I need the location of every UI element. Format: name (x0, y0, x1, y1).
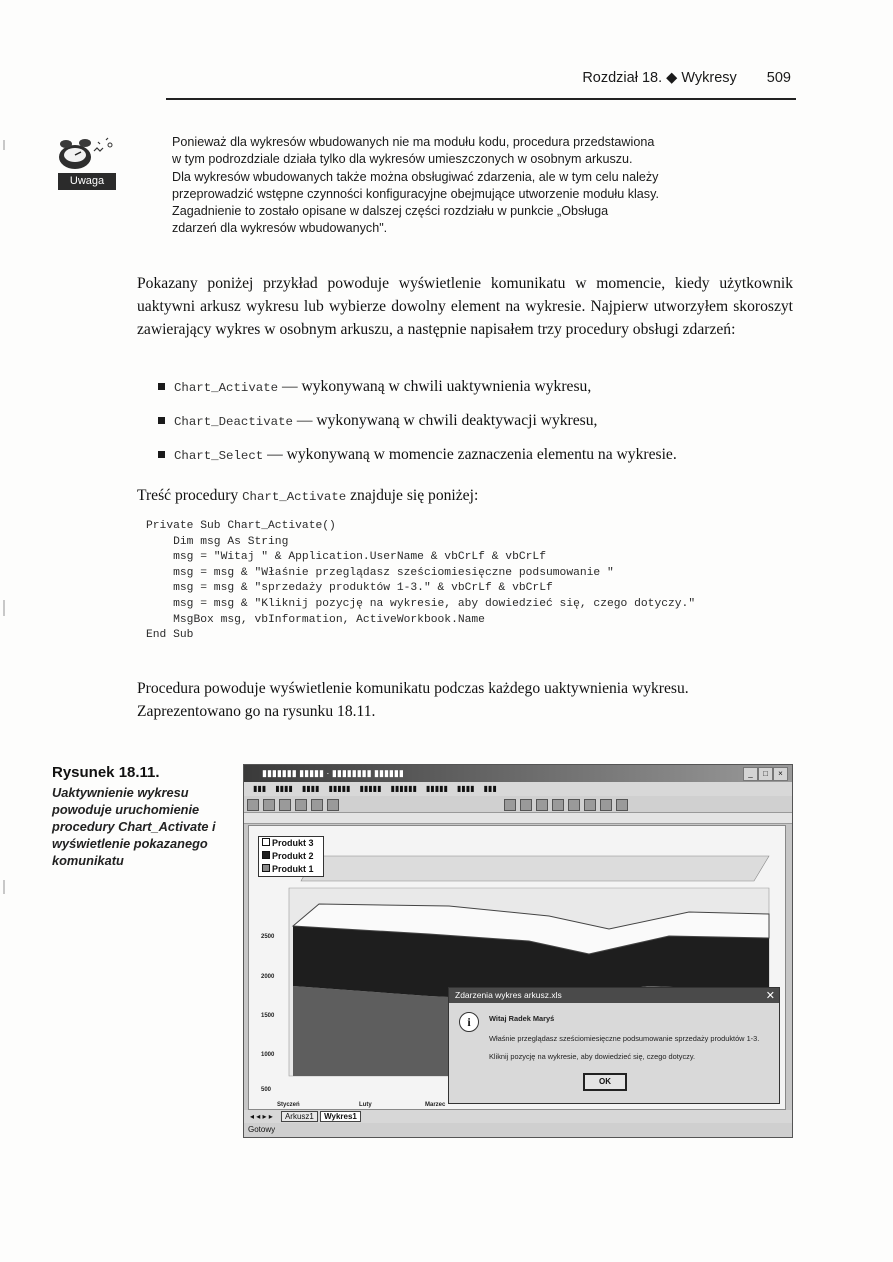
note-line: zdarzeń dla wykresów wbudowanych". (172, 221, 388, 236)
procedure-description: — wykonywaną w chwili uaktywnienia wykresu, (278, 378, 592, 395)
list-item (158, 410, 798, 444)
menu-bar (244, 782, 792, 796)
legend-label: Produkt 3 (272, 838, 314, 848)
code-line: msg = msg & "sprzedaży produktów 1-3." & vbCrLf & vbCrLf (146, 582, 553, 595)
code-line: MsgBox msg, vbInformation, ActiveWorkbook.Name (146, 613, 485, 626)
dialog-line: Właśnie przeglądasz sześciomiesięczne podsumowanie sprzedaży produktów 1-3. (489, 1034, 760, 1043)
figure-caption (52, 764, 224, 869)
align-center-icon[interactable] (568, 799, 580, 811)
list-item (158, 376, 798, 410)
dialog-titlebar (449, 988, 779, 1003)
legend-swatch (262, 864, 270, 872)
x-tick-label: Luty (359, 1102, 372, 1108)
procedure-name: Chart_Activate (242, 490, 347, 504)
note-text (172, 134, 794, 238)
chart-back-wall (301, 856, 769, 881)
note-line: w tym podrozdziale działa tylko dla wykresów umieszczonych w osobnym arkuszu. (172, 152, 633, 167)
message-box (448, 987, 780, 1104)
procedure-description: — wykonywaną w momencie zaznaczenia elementu na wykresie. (263, 446, 677, 463)
legend-label: Produkt 1 (272, 864, 314, 874)
formula-bar[interactable] (244, 813, 792, 824)
after-code-paragraph: Procedura powoduje wyświetlenie komunikatu podczas każdego uaktywnienia wykresu. Zaprezentowano go na rysunku 18.11. (137, 680, 689, 720)
window-titlebar (244, 765, 792, 782)
margin-mark (3, 880, 5, 894)
intro-paragraph: Pokazany poniżej przykład powoduje wyświetlenie komunikatu w momencie, kiedy użytkownik uaktywni arkusz wykresu lub wybierze dowolny element na wykresie. Najpierw utworzyłem skoroszyt zawierający wykres w osobnym arkuszu, a następnie napisałem trzy procedury obsługi zdarzeń: (137, 275, 793, 338)
note-line: Ponieważ dla wykresów wbudowanych nie ma modułu kodu, procedura przedstawiona (172, 135, 655, 149)
menu-item[interactable]: ▮▮▮▮ (301, 784, 320, 793)
legend-item (259, 850, 323, 863)
procedure-description: — wykonywaną w chwili deaktywacji wykresu, (292, 412, 598, 429)
code-line: msg = "Witaj " & Application.UserName & vbCrLf & vbCrLf (146, 551, 546, 564)
legend-item (259, 837, 323, 850)
legend-item (259, 863, 323, 876)
align-right-icon[interactable] (584, 799, 596, 811)
y-tick-label: 500 (261, 1087, 272, 1093)
procedure-name: Chart_Deactivate (174, 415, 293, 429)
italic-icon[interactable] (520, 799, 532, 811)
code-intro-text: Treść procedury (137, 487, 243, 504)
x-tick-label: Marzec (425, 1102, 446, 1108)
sheet-nav-icon[interactable]: ◂ ◂ ▸ ▸ (250, 1112, 273, 1121)
code-listing (146, 519, 695, 644)
margin-mark (3, 600, 5, 616)
undo-icon[interactable] (311, 799, 323, 811)
code-line: Dim msg As String (146, 535, 289, 548)
font-color-icon[interactable] (616, 799, 628, 811)
close-icon[interactable]: ✕ (765, 990, 775, 1002)
y-tick-label: 1000 (261, 1052, 275, 1058)
menu-item[interactable]: ▮▮▮▮▮ (328, 784, 351, 793)
status-bar: Gotowy (244, 1123, 793, 1137)
code-intro-text: znajduje się poniżej: (346, 487, 479, 504)
tab-wykres1[interactable]: Wykres1 (320, 1111, 361, 1122)
figure-description: Uaktywnienie wykresu powoduje uruchomienie procedury Chart_Activate i wyświetlenie pokazanego komunikatu (52, 785, 216, 868)
procedure-name: Chart_Activate (174, 381, 279, 395)
list-item (158, 444, 798, 478)
open-icon[interactable] (263, 799, 275, 811)
ok-button[interactable]: OK (583, 1073, 627, 1091)
menu-item[interactable]: ▮▮▮▮▮▮ (390, 784, 417, 793)
menu-item[interactable]: ▮▮▮▮▮ (359, 784, 382, 793)
note-line: przeprowadzić wstępne czynności konfiguracyjne obejmujące utworzenie modułu klasy. (172, 186, 659, 201)
code-intro (137, 484, 793, 509)
margin-mark (3, 140, 5, 150)
code-line: Private Sub Chart_Activate() (146, 520, 336, 532)
menu-item[interactable]: ▮▮▮▮ (456, 784, 475, 793)
excel-screenshot (243, 764, 793, 1138)
legend-label: Produkt 2 (272, 851, 314, 861)
toolbar (244, 796, 792, 813)
new-file-icon[interactable] (247, 799, 259, 811)
dialog-line: Witaj Radek Maryś (489, 1014, 555, 1023)
minimize-icon[interactable]: _ (743, 767, 758, 781)
note-badge: Uwaga (58, 173, 116, 190)
page-number: 509 (766, 70, 791, 86)
sheet-tab-bar (244, 1110, 792, 1123)
code-line: msg = msg & "Właśnie przeglądasz sześciomiesięczne podsumowanie " (146, 566, 614, 579)
code-line: msg = msg & "Kliknij pozycję na wykresie, aby dowiedzieć się, czego dotyczy." (146, 597, 696, 610)
figure-number: Rysunek 18.11. (52, 764, 160, 781)
print-icon[interactable] (295, 799, 307, 811)
align-left-icon[interactable] (552, 799, 564, 811)
code-line: End Sub (146, 629, 194, 642)
running-header (166, 68, 791, 94)
chart-icon[interactable] (327, 799, 339, 811)
legend-swatch (262, 851, 270, 859)
chart-legend[interactable] (258, 836, 324, 877)
legend-swatch (262, 838, 270, 846)
header-rule (166, 98, 796, 100)
procedure-name: Chart_Select (174, 449, 264, 463)
y-tick-label: 2500 (261, 934, 275, 940)
chapter-title: Rozdział 18. ◆ Wykresy (582, 70, 737, 86)
menu-item[interactable]: ▮▮▮ (253, 784, 267, 793)
tab-arkusz1[interactable]: Arkusz1 (281, 1111, 318, 1122)
save-icon[interactable] (279, 799, 291, 811)
y-tick-label: 1500 (261, 1013, 275, 1019)
note-line: Zagadnienie to zostało opisane w dalszej części rozdziału w punkcie „Obsługa (172, 204, 609, 219)
dialog-title: Zdarzenia wykres arkusz.xls (455, 990, 562, 1000)
fill-color-icon[interactable] (600, 799, 612, 811)
note-line: Dla wykresów wbudowanych także można obsługiwać zdarzenia, ale w tym celu należy (172, 169, 659, 184)
close-icon[interactable]: × (773, 767, 788, 781)
information-icon: i (459, 1012, 479, 1032)
underline-icon[interactable] (536, 799, 548, 811)
event-procedure-list (158, 376, 798, 478)
menu-item[interactable]: ▮▮▮▮▮ (425, 784, 448, 793)
menu-item[interactable]: ▮▮▮▮ (275, 784, 293, 793)
dialog-line: Kliknij pozycję na wykresie, aby dowiedzieć się, czego dotyczy. (489, 1052, 696, 1061)
bold-icon[interactable] (504, 799, 516, 811)
window-title-bar-text: ▮▮▮▮▮▮▮ ▮▮▮▮▮ · ▮▮▮▮▮▮▮▮ ▮▮▮▮▮▮ (262, 768, 404, 778)
x-tick-label: Styczeń (277, 1102, 300, 1108)
y-tick-label: 2000 (261, 974, 275, 980)
menu-item[interactable]: ▮▮▮ (483, 784, 497, 793)
maximize-icon[interactable]: □ (758, 767, 773, 781)
